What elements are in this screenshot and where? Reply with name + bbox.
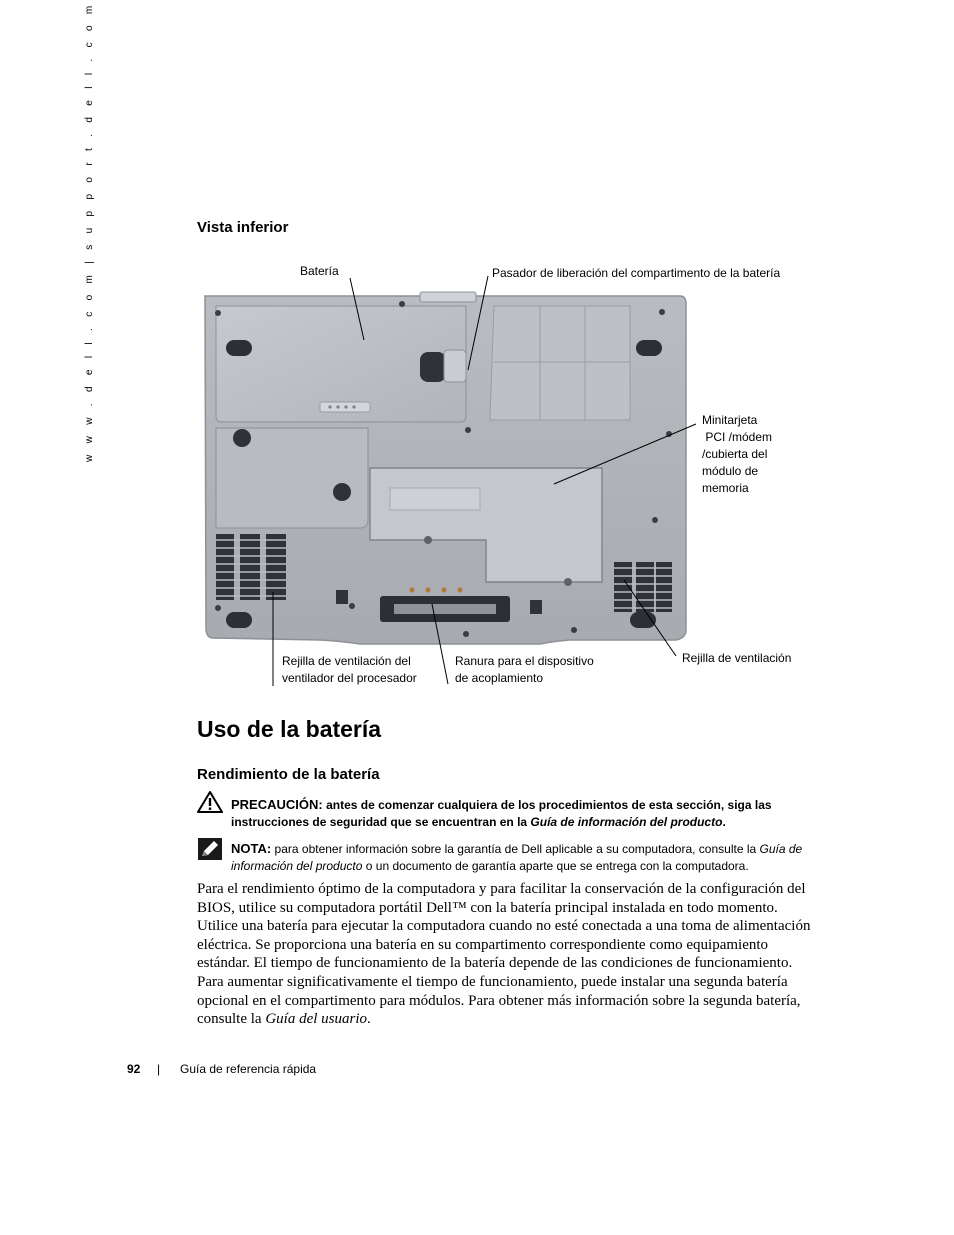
- label-minicard-line: memoria: [702, 481, 749, 495]
- note-text: para obtener información sobre la garantía de Dell aplicable a su computadora, consulte la: [271, 842, 760, 856]
- label-minicard-line: /cubierta del: [702, 447, 768, 461]
- subtitle: Rendimiento de la batería: [197, 766, 380, 783]
- label-docking-slot: [455, 653, 594, 687]
- rubber-foot: [226, 340, 252, 356]
- label-docking-slot-line: Ranura para el dispositivo: [455, 654, 594, 668]
- air-vent: [614, 562, 672, 612]
- label-docking-slot-line: de acoplamiento: [455, 671, 544, 685]
- rubber-foot: [226, 612, 252, 628]
- main-title: Uso de la batería: [197, 716, 382, 742]
- footer-separator: |: [157, 1062, 161, 1076]
- caution-label: PRECAUCIÓN:: [231, 797, 323, 812]
- caution-notice: [231, 796, 821, 831]
- label-processor-vent-line: Rejilla de ventilación del: [282, 654, 411, 668]
- label-battery: Batería: [300, 264, 339, 278]
- body-paragraph-end: .: [367, 1011, 371, 1028]
- sidebar-url-text: w w w . d e l l . c o m | s u p p o r t . d e l l . c o m: [84, 1, 95, 462]
- label-battery-latch: Pasador de liberación del compartimento de la batería: [492, 266, 781, 280]
- rubber-foot: [636, 340, 662, 356]
- label-minicard-line: módulo de: [702, 464, 759, 478]
- processor-fan-vent: [216, 534, 286, 600]
- label-processor-vent-line: ventilador del procesador: [282, 671, 417, 685]
- caution-text-emphasis: Guía de información del producto: [530, 815, 723, 829]
- label-minicard: [702, 412, 772, 497]
- top-latch-tab: [420, 292, 476, 302]
- caution-icon: [196, 790, 224, 814]
- battery-release-latch: [420, 352, 446, 382]
- body-paragraph: [197, 880, 817, 1029]
- caution-text-end: .: [722, 815, 726, 829]
- right-upper-panel: [490, 306, 630, 420]
- note-text-emphasis: Guía de información del producto: [231, 842, 803, 873]
- note-pencil-icon: [198, 838, 222, 860]
- section-title: Vista inferior: [197, 219, 289, 236]
- caution-text: antes de comenzar cualquiera de los procedimientos de esta sección, siga las instrucciones de seguridad que se encuentran en la: [231, 798, 772, 829]
- body-paragraph-emphasis: Guía del usuario: [265, 1011, 367, 1028]
- note-text-end: o un documento de garantía aparte que se entrega con la computadora.: [362, 859, 749, 873]
- footer-doc-title: Guía de referencia rápida: [180, 1062, 317, 1076]
- label-processor-vent: [282, 653, 417, 687]
- page-number: 92: [127, 1062, 141, 1076]
- body-paragraph-text: Para el rendimiento óptimo de la computadora y para facilitar la conservación de la configuración del BIOS, utilice su computadora portátil Dell™ con la batería principal instalada en todo momento. Utilice una batería para ejecutar la computadora cuando no esté conectada a una toma de alimentación eléctrica. Se proporciona una batería en su compartimento correspondiente como equipamiento estándar. El tiempo de funcionamiento de la batería depende de las condiciones de funcionamiento. Para aumentar significativamente el tiempo de funcionamiento, puede instalar una segunda batería opcional en el compartimento para módulos. Para obtener más información sobre la segunda batería, consulte la: [197, 881, 811, 1028]
- note-notice: [231, 840, 821, 875]
- note-label: NOTA:: [231, 841, 272, 856]
- label-minicard-line: Minitarjeta: [702, 413, 758, 427]
- label-minicard-line: PCI /módem: [702, 430, 773, 444]
- label-air-vent: Rejilla de ventilación: [682, 651, 792, 665]
- rubber-foot: [630, 612, 656, 628]
